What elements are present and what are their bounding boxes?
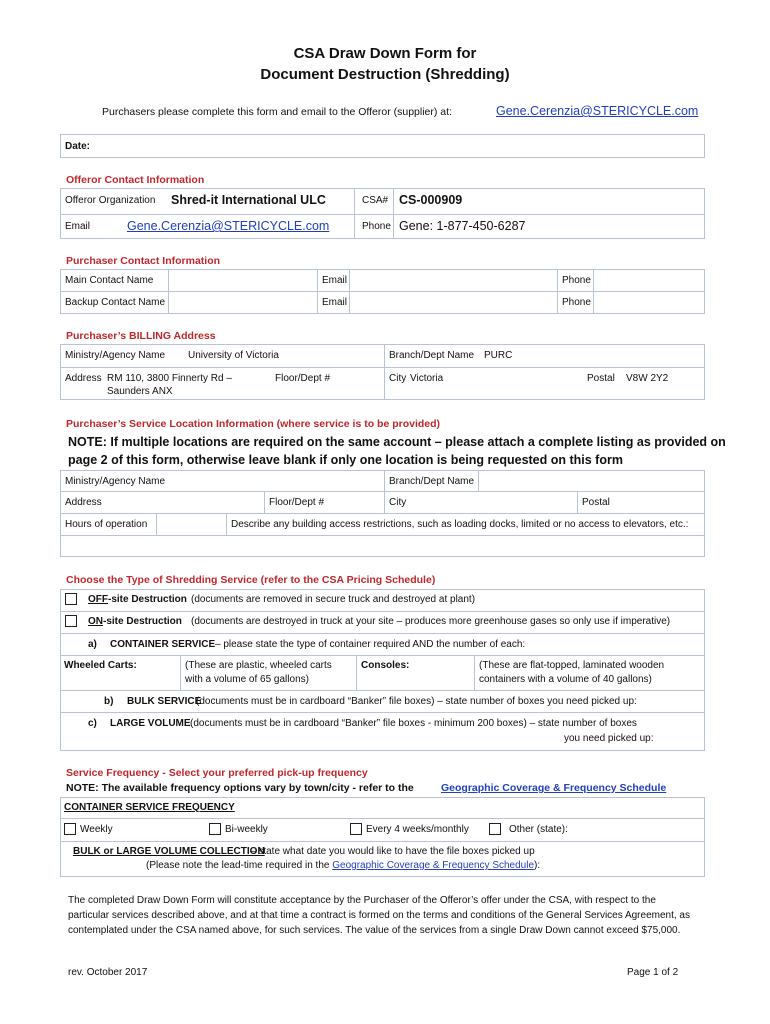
bulk-lead-time-note: (Please note the lead-time required in the Geographic Coverage & Frequency Schedule): [146, 860, 541, 871]
billing-address-line-1: RM 110, 3800 Finnerty Rd – [107, 373, 232, 384]
backup-phone-label: Phone [562, 297, 591, 308]
date-field[interactable] [100, 137, 700, 155]
csa-value: CS-000909 [399, 193, 463, 207]
billing-postal-value: V8W 2Y2 [626, 373, 669, 384]
service-city-label: City [389, 497, 407, 508]
instructions-text: Purchasers please complete this form and email to the Offeror (supplier) at: [102, 106, 452, 118]
main-phone-label: Phone [562, 275, 591, 286]
large-volume-title: LARGE VOLUME [110, 718, 191, 729]
shredding-section-title: Choose the Type of Shredding Service (refer to the CSA Pricing Schedule) [66, 574, 436, 586]
container-frequency-heading: CONTAINER SERVICE FREQUENCY [64, 802, 235, 813]
service-location-note-line-1: NOTE: If multiple locations are required on the same account – please attach a complete listing as provided on [68, 435, 726, 449]
bulk-service-title: BULK SERVICE [127, 696, 202, 707]
frequency-note: NOTE: The available frequency options vary by town/city - refer to the [66, 782, 414, 794]
offeror-email-link[interactable]: Gene.Cerenzia@STERICYCLE.com [496, 104, 699, 118]
date-label: Date: [65, 141, 91, 152]
bulk-lead-time-link[interactable]: Geographic Coverage & Frequency Schedule [332, 860, 535, 871]
billing-section-title: Purchaser’s BILLING Address [66, 330, 216, 342]
onsite-destruction-label: ON-site Destruction [88, 616, 182, 627]
monthly-label: Every 4 weeks/monthly [366, 824, 469, 835]
service-postal-label: Postal [582, 497, 610, 508]
hours-of-operation-label: Hours of operation [65, 519, 148, 530]
other-frequency-field[interactable] [580, 821, 702, 838]
csa-label: CSA# [362, 195, 389, 206]
onsite-destruction-checkbox[interactable] [65, 615, 77, 627]
biweekly-label: Bi-weekly [225, 824, 268, 835]
biweekly-checkbox[interactable] [209, 823, 221, 835]
wheeled-carts-label: Wheeled Carts: [64, 660, 137, 671]
large-volume-desc-1: (documents must be in cardboard “Banker” file boxes - minimum 200 boxes) – state number of boxes [190, 718, 637, 729]
service-location-section-title: Purchaser’s Service Location Information (where service is to be provided) [66, 418, 441, 430]
access-restrictions-field[interactable] [62, 537, 703, 555]
main-email-label: Email [322, 275, 348, 286]
billing-address-line-2: Saunders ANX [107, 386, 173, 397]
billing-branch-label: Branch/Dept Name [389, 350, 475, 361]
form-title-line-2: Document Destruction (Shredding) [260, 66, 510, 83]
service-address-label: Address [65, 497, 102, 508]
weekly-label: Weekly [80, 824, 113, 835]
offeror-org-value: Shred-it International ULC [171, 193, 326, 207]
bulk-collection-desc: – state what date you would like to have the file boxes picked up [250, 846, 535, 857]
container-service-marker: a) [88, 639, 97, 650]
offsite-destruction-checkbox[interactable] [65, 593, 77, 605]
container-service-desc: – please state the type of container required AND the number of each: [215, 639, 526, 650]
large-volume-marker: c) [88, 718, 97, 729]
offsite-destruction-label: OFF-site Destruction [88, 594, 187, 605]
page-number: Page 1 of 2 [627, 967, 679, 978]
frequency-schedule-link[interactable]: Geographic Coverage & Frequency Schedule [441, 782, 667, 794]
wheeled-carts-desc-1: (These are plastic, wheeled carts [185, 660, 332, 671]
offeror-email-value[interactable]: Gene.Cerenzia@STERICYCLE.com [127, 219, 330, 233]
form-title-line-1: CSA Draw Down Form for [293, 45, 477, 62]
billing-floor-label: Floor/Dept # [275, 373, 331, 384]
bulk-collection-title: BULK or LARGE VOLUME COLLECTION [73, 846, 265, 857]
billing-address-label: Address [65, 373, 102, 384]
offeror-phone-label: Phone [362, 221, 391, 232]
bulk-service-marker: b) [104, 696, 114, 707]
terms-line-3: contemplated under the CSA named above, for such services. The value of the services from a single Draw Down cannot exceed $75,000. [68, 925, 681, 936]
main-contact-label: Main Contact Name [65, 275, 154, 286]
offsite-destruction-desc: (documents are removed in secure truck and destroyed at plant) [191, 594, 476, 605]
bulk-service-desc: (documents must be in cardboard “Banker” file boxes) – state number of boxes you need picked up: [196, 696, 637, 707]
billing-postal-label: Postal [587, 373, 615, 384]
offeror-phone-value: Gene: 1-877-450-6287 [399, 219, 526, 233]
access-restrictions-label: Describe any building access restrictions, such as loading docks, limited or no access to elevators, etc.: [231, 519, 689, 530]
offeror-email-label: Email [65, 221, 91, 232]
frequency-section-title: Service Frequency - Select your preferred pick-up frequency [66, 767, 368, 779]
billing-branch-value: PURC [484, 350, 513, 361]
billing-city-value: Victoria [410, 373, 444, 384]
service-floor-label: Floor/Dept # [269, 497, 325, 508]
billing-ministry-value: University of Victoria [188, 350, 279, 361]
wheeled-carts-desc-2: with a volume of 65 gallons) [185, 674, 309, 685]
service-location-note-line-2: page 2 of this form, otherwise leave blank if only one location is being requested on this form [68, 453, 623, 467]
onsite-destruction-desc: (documents are destroyed in truck at your site – produces more greenhouse gases so only use if imperative) [191, 616, 671, 627]
purchaser-section-title: Purchaser Contact Information [66, 255, 221, 267]
consoles-desc-1: (These are flat-topped, laminated wooden [479, 660, 665, 671]
billing-ministry-label: Ministry/Agency Name [65, 350, 166, 361]
container-service-title: CONTAINER SERVICE [110, 639, 216, 650]
other-frequency-label: Other (state): [509, 824, 568, 835]
revision-date: rev. October 2017 [68, 967, 148, 978]
offeror-org-label: Offeror Organization [65, 195, 156, 206]
monthly-checkbox[interactable] [350, 823, 362, 835]
backup-email-label: Email [322, 297, 348, 308]
backup-contact-label: Backup Contact Name [65, 297, 166, 308]
consoles-label: Consoles: [361, 660, 410, 671]
terms-line-1: The completed Draw Down Form will constitute acceptance by the Purchaser of the Offeror’s offer under the CSA, with respect to the [68, 895, 656, 906]
billing-city-label: City [389, 373, 407, 384]
weekly-checkbox[interactable] [64, 823, 76, 835]
service-ministry-label: Ministry/Agency Name [65, 476, 166, 487]
service-branch-label: Branch/Dept Name [389, 476, 475, 487]
consoles-desc-2: containers with a volume of 40 gallons) [479, 674, 652, 685]
terms-line-2: particular services described above, and at that time a contract is formed on the terms and conditions of the General Services Agreement, as [68, 910, 690, 921]
offeror-section-title: Offeror Contact Information [66, 174, 205, 186]
large-volume-desc-2: you need picked up: [564, 733, 654, 744]
other-frequency-checkbox[interactable] [489, 823, 501, 835]
